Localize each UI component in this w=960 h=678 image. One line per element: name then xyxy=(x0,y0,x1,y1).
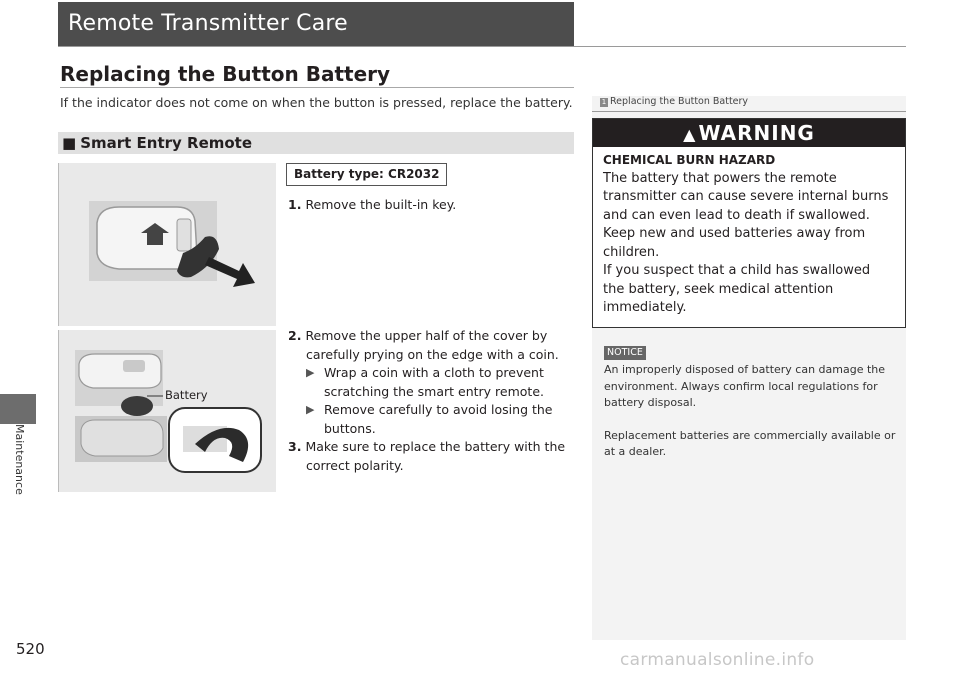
sub-arrow-icon: ▶ xyxy=(306,366,315,379)
warning-line: If you suspect that a child has swallowed xyxy=(603,263,871,278)
step-2-sub-1-line-1: Wrap a coin with a cloth to prevent xyxy=(324,365,544,380)
remote-key-illustration xyxy=(59,163,277,326)
step-3-line-2: correct polarity. xyxy=(306,457,404,473)
page-number: 520 xyxy=(16,640,45,658)
figure-replace-battery xyxy=(58,330,276,492)
warning-line: The battery that powers the remote xyxy=(603,170,837,186)
notice-paragraph-2: Replacement batteries are commercially available or at a dealer. xyxy=(604,428,896,458)
subhead-label: Smart Entry Remote xyxy=(80,134,253,152)
page-header-title: Remote Transmitter Care xyxy=(58,2,574,46)
step-1-text: Remove the built-in key. xyxy=(305,197,457,212)
notice-paragraph-1: An improperly disposed of battery can damage the environment. Always confirm local regulations for battery disposal. xyxy=(604,363,886,409)
warning-hazard: CHEMICAL BURN HAZARD xyxy=(603,153,776,167)
steps-2-3 xyxy=(288,327,568,475)
intro-text: If the indicator does not come on when the button is pressed, replace the battery. xyxy=(60,95,573,110)
subhead-marker: ■ xyxy=(62,134,77,152)
step-2-line-2: carefully prying on the edge with a coin. xyxy=(306,346,559,362)
step-2-sub-2-line-1: Remove carefully to avoid losing the xyxy=(324,402,553,417)
step-2-sub-2 xyxy=(288,401,568,438)
step-2-sub-1 xyxy=(288,364,568,401)
warning-line: immediately. xyxy=(603,300,687,315)
step-3-number: 3. xyxy=(288,439,302,454)
ref-book-icon: 1 xyxy=(601,98,607,106)
warning-line: Keep new and used batteries away from xyxy=(603,226,866,241)
header-rule xyxy=(58,46,906,47)
chapter-tab xyxy=(0,394,36,424)
step-3-line-1: Make sure to replace the battery with the xyxy=(305,439,566,454)
sidebar-ref-rule xyxy=(592,111,906,112)
section-rule xyxy=(60,87,574,88)
step-2-number: 2. xyxy=(288,328,302,343)
warning-box xyxy=(592,118,906,328)
warning-triangle-icon: ▲ xyxy=(683,125,697,144)
step-2-line-1: Remove the upper half of the cover by xyxy=(305,328,548,343)
warning-line: the battery, seek medical attention xyxy=(603,281,834,297)
sidebar-ref-title-text: Replacing the Button Battery xyxy=(610,96,749,107)
sidebar-ref-title xyxy=(600,96,748,107)
warning-line: children. xyxy=(603,244,660,260)
warning-header xyxy=(593,119,905,147)
warning-title: WARNING xyxy=(698,121,815,145)
step-1-number: 1. xyxy=(288,197,302,212)
battery-illustration xyxy=(59,330,277,492)
warning-line: and can even lead to death if swallowed. xyxy=(603,207,870,223)
warning-body xyxy=(593,147,905,318)
section-title: Replacing the Button Battery xyxy=(60,62,391,86)
notice-tag: NOTICE xyxy=(604,346,646,360)
step-1 xyxy=(288,196,456,215)
figure-remove-key xyxy=(58,163,276,326)
chapter-side-label: Maintenance xyxy=(13,424,26,495)
subhead-smart-entry xyxy=(58,132,574,154)
step-2-sub-2-line-2: buttons. xyxy=(324,420,376,436)
notice-text xyxy=(604,362,896,477)
warning-line: transmitter can cause severe internal burns xyxy=(603,189,889,204)
battery-type-label: Battery type: CR2032 xyxy=(286,163,447,186)
battery-callout-label: Battery xyxy=(165,388,208,402)
watermark: carmanualsonline.info xyxy=(620,650,815,670)
step-2-sub-1-line-2: scratching the smart entry remote. xyxy=(324,383,545,399)
sub-arrow-icon: ▶ xyxy=(306,403,315,416)
